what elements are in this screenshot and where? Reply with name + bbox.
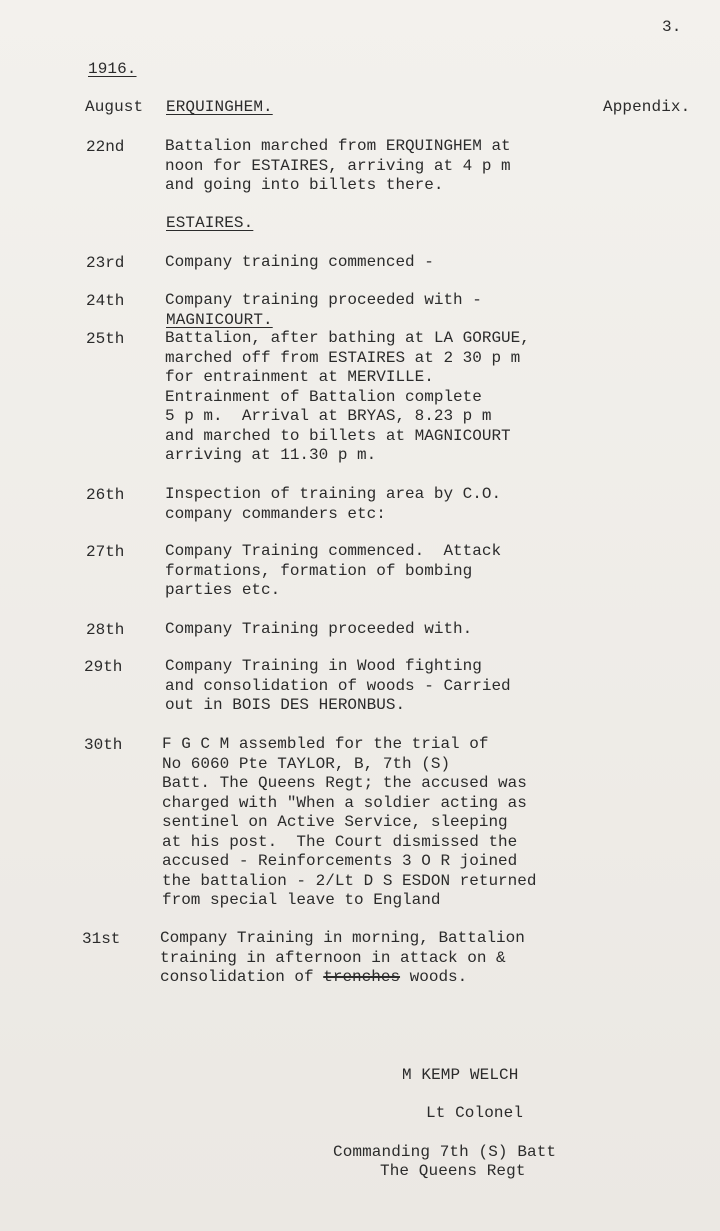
entry-date: 27th	[86, 543, 125, 561]
entry-line: marched off from ESTAIRES at 2 30 p m	[165, 348, 521, 367]
entry-line: Entrainment of Battalion complete	[165, 387, 482, 406]
year-heading: 1916.	[88, 60, 137, 78]
entry-line: and marched to billets at MAGNICOURT	[165, 426, 511, 445]
appendix-label: Appendix.	[603, 98, 691, 116]
signature-rank: Lt Colonel	[426, 1104, 524, 1122]
struck-word: trenches	[323, 968, 401, 986]
entry-date: 29th	[84, 658, 123, 676]
entry-text	[165, 253, 434, 273]
entry-text	[165, 329, 530, 466]
entry-date: 26th	[86, 486, 125, 504]
entry-line: Company Training in Wood fighting	[165, 657, 482, 675]
entry-line: Company Training in morning, Battalion	[160, 929, 525, 947]
entry-line: arriving at 11.30 p m.	[165, 446, 377, 464]
page-number: 3.	[662, 18, 682, 36]
entry-date: 24th	[86, 292, 125, 310]
entry-line: for entrainment at MERVILLE.	[165, 368, 434, 386]
location-magnicourt: MAGNICOURT.	[166, 311, 273, 329]
entry-line: charged with "When a soldier acting as	[162, 793, 527, 812]
entry-line: and going into billets there.	[165, 176, 444, 194]
entry-line: and consolidation of woods - Carried	[165, 676, 511, 695]
signature-command-line1: Commanding 7th (S) Batt	[333, 1143, 557, 1161]
entry-line: Battalion marched from ERQUINGHEM at	[165, 137, 511, 155]
entry-text	[160, 929, 525, 988]
line-end: woods.	[400, 968, 468, 986]
entry-line: Company training proceeded with -	[165, 291, 482, 309]
location-estaires: ESTAIRES.	[166, 214, 254, 232]
entry-date: 25th	[86, 330, 125, 348]
entry-line: accused - Reinforcements 3 O R joined	[162, 852, 518, 870]
line-start: consolidation of	[160, 968, 324, 986]
entry-line: training in afternoon in attack on &	[160, 948, 506, 967]
entry-line: F G C M assembled for the trial of	[162, 735, 489, 753]
entry-line: 5 p m. Arrival at BRYAS, 8.23 p m	[165, 407, 492, 425]
entry-line: at his post. The Court dismissed the	[162, 832, 518, 851]
entry-line: Batt. The Queens Regt; the accused was	[162, 774, 527, 792]
entry-line: Company training commenced -	[165, 253, 434, 271]
entry-text	[165, 485, 501, 524]
entry-text	[165, 542, 501, 601]
entry-text	[165, 620, 472, 640]
entry-date: 22nd	[86, 138, 125, 156]
entry-text	[165, 291, 482, 311]
entry-line: Battalion, after bathing at LA GORGUE,	[165, 329, 530, 347]
entry-line: company commanders etc:	[165, 504, 386, 523]
entry-line: Company Training proceeded with.	[165, 620, 473, 638]
entry-text	[162, 735, 536, 911]
entry-line: No 6060 Pte TAYLOR, B, 7th (S)	[162, 754, 451, 773]
entry-date: 23rd	[86, 254, 125, 272]
entry-line: from special leave to England	[162, 891, 441, 909]
entry-line	[160, 968, 525, 988]
entry-text	[165, 657, 511, 716]
entry-line: the battalion - 2/Lt D S ESDON returned	[162, 871, 537, 890]
entry-date: 30th	[84, 736, 123, 754]
entry-line: Company Training commenced. Attack	[165, 542, 502, 560]
signature-name: M KEMP WELCH	[402, 1066, 519, 1084]
location-erquinghem: ERQUINGHEM.	[166, 98, 273, 116]
entry-line: out in BOIS DES HERONBUS.	[165, 696, 406, 714]
entry-line: sentinel on Active Service, sleeping	[162, 813, 508, 831]
signature-command-line2: The Queens Regt	[380, 1162, 526, 1180]
entry-line: parties etc.	[165, 581, 281, 599]
entry-line: noon for ESTAIRES, arriving at 4 p m	[165, 156, 511, 175]
entry-date: 28th	[86, 621, 125, 639]
entry-text	[165, 137, 511, 196]
entry-line: formations, formation of bombing	[165, 561, 473, 580]
entry-date: 31st	[82, 930, 121, 948]
month-label: August	[85, 98, 144, 116]
entry-line: Inspection of training area by C.O.	[165, 485, 502, 503]
